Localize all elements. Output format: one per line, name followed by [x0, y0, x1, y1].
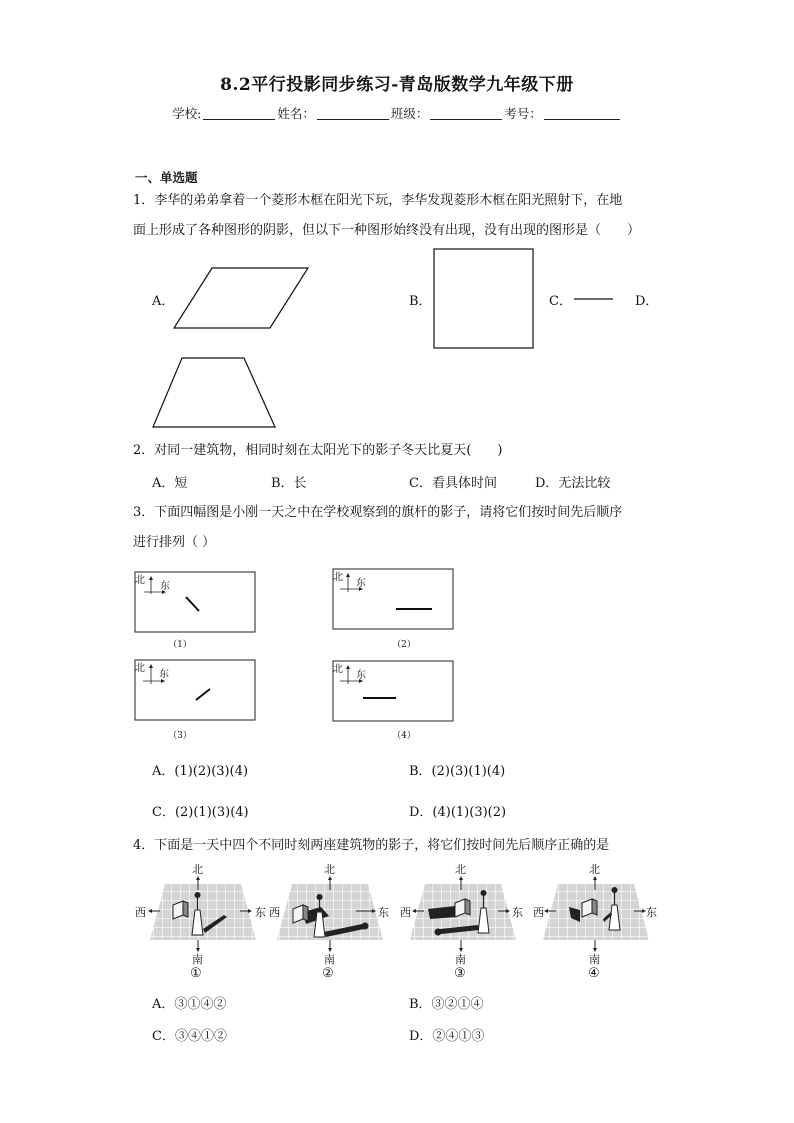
q4-p3-north: 北 — [455, 863, 466, 876]
q4-option-d[interactable]: D．②④①③ — [409, 1029, 485, 1044]
q4-p2-north: 北 — [324, 863, 335, 876]
q3-caption-2: （2） — [392, 640, 416, 650]
q4-label-1: ① — [190, 966, 202, 981]
q3-east-4: 东 — [356, 670, 366, 681]
q2-option-d[interactable]: D．无法比较 — [535, 476, 611, 491]
name-label: 姓名： — [277, 106, 315, 121]
q4-option-c[interactable]: C．③④①② — [152, 1029, 227, 1044]
q3-east-2: 东 — [356, 578, 366, 589]
page-title: 8.2平行投影同步练习-青岛版数学九年级下册 — [220, 75, 574, 95]
q4-option-b[interactable]: B．③②①④ — [409, 997, 484, 1012]
q3-north-2: 北 — [333, 572, 343, 583]
q3-text-line1: 3．下面四幅图是小刚一天之中在学校观察到的旗杆的影子，请将它们按时间先后顺序 — [133, 505, 623, 520]
q4-p1-east: 东 — [255, 906, 266, 919]
q4-p1-north: 北 — [192, 863, 203, 876]
q3-caption-4: （4） — [392, 731, 416, 741]
q2-text: 2．对同一建筑物，相同时刻在太阳光下的影子冬天比夏天( ) — [133, 443, 503, 458]
q4-p4-north: 北 — [589, 863, 600, 876]
q1-option-d-label[interactable]: D． — [635, 294, 659, 309]
q1-option-a-label[interactable]: A． — [152, 294, 175, 309]
q3-east-3: 东 — [159, 669, 169, 680]
q4-panel-2 — [277, 876, 383, 952]
q3-option-b[interactable]: B．(2)(3)(1)(4) — [409, 764, 506, 779]
q4-option-a[interactable]: A．③①④② — [152, 997, 227, 1012]
q3-north-4: 北 — [333, 664, 343, 675]
exam-no-label: 考号： — [504, 106, 542, 121]
q4-p3-west: 西 — [400, 906, 411, 919]
q4-p3-east: 东 — [512, 906, 523, 919]
q4-p1-south: 南 — [192, 953, 203, 966]
q1-text-line2: 面上形成了各种图形的阴影，但以下一种图形始终没有出现，没有出现的图形是（ ） — [133, 223, 641, 238]
q4-p4-west: 西 — [533, 906, 544, 919]
q3-caption-1: （1） — [168, 640, 192, 650]
q3-caption-3: （3） — [168, 731, 192, 741]
q4-p1-west: 西 — [135, 906, 146, 919]
q4-p2-east: 东 — [378, 906, 389, 919]
q3-option-c[interactable]: C．(2)(1)(3)(4) — [152, 805, 249, 820]
q3-east-1: 东 — [160, 581, 170, 592]
q4-p4-east: 东 — [646, 906, 657, 919]
q2-option-b[interactable]: B．长 — [271, 476, 307, 491]
q1-text-line1: 1．李华的弟弟拿着一个菱形木框在阳光下玩，李华发现菱形木框在阳光照射下，在地 — [133, 193, 623, 208]
q3-option-d[interactable]: D．(4)(1)(3)(2) — [409, 805, 507, 820]
q3-north-1: 北 — [135, 575, 145, 586]
q4-p3-south: 南 — [455, 953, 466, 966]
school-label: 学校: — [172, 106, 202, 121]
class-label: 班级： — [390, 106, 429, 121]
q4-p2-south: 南 — [324, 953, 335, 966]
q4-label-4: ④ — [588, 966, 600, 981]
q4-label-3: ③ — [454, 966, 466, 981]
q1-option-b-label[interactable]: B． — [409, 294, 432, 309]
q4-panel-4 — [543, 876, 649, 952]
q4-p2-west: 西 — [269, 906, 280, 919]
q4-panel-3 — [410, 876, 516, 952]
q4-panel-1 — [148, 876, 256, 952]
q2-option-c[interactable]: C．看具体时间 — [409, 476, 497, 491]
q3-north-3: 北 — [135, 663, 145, 674]
q2-option-a[interactable]: A．短 — [152, 476, 188, 491]
q3-text-line2: 进行排列（ ） — [133, 535, 216, 550]
q3-option-a[interactable]: A．(1)(2)(3)(4) — [152, 764, 249, 779]
q1-option-c-label[interactable]: C． — [549, 294, 572, 309]
q4-text: 4．下面是一天中四个不同时刻两座建筑物的影子，将它们按时间先后顺序正确的是 — [133, 838, 610, 853]
q4-label-2: ② — [322, 966, 334, 981]
section-heading: 一、单选题 — [135, 170, 198, 185]
q4-p4-south: 南 — [589, 953, 600, 966]
